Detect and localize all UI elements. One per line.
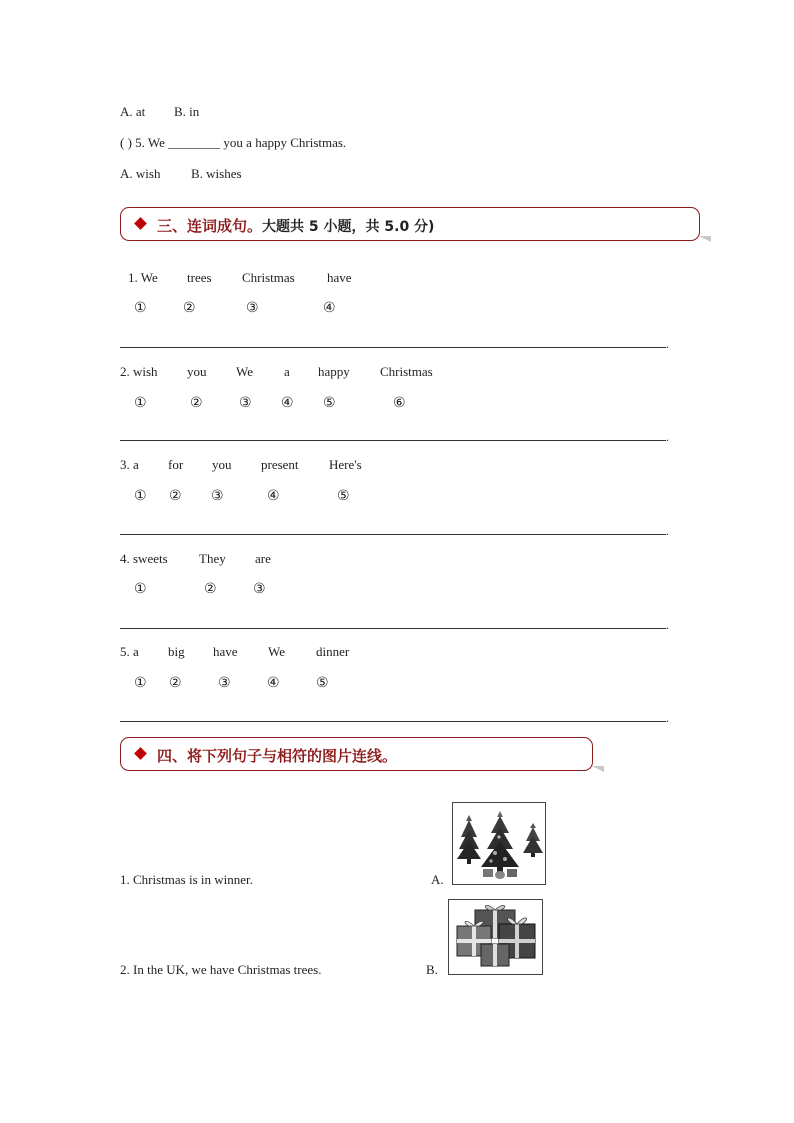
s3-word-3: you xyxy=(212,457,232,472)
s2-word-2: you xyxy=(187,364,207,379)
s1-word-2: trees xyxy=(187,270,212,285)
match-letter-b: B. xyxy=(426,962,438,977)
s1-word-4: have xyxy=(327,270,352,285)
answer-line-3[interactable] xyxy=(120,534,666,535)
s2-num-5: ⑤ xyxy=(323,395,336,411)
answer-line-1[interactable] xyxy=(120,347,666,348)
s5-word-2: big xyxy=(168,644,185,659)
s2-word-4: a xyxy=(284,364,290,379)
s2-num-3: ③ xyxy=(239,395,252,411)
answer-line-4[interactable] xyxy=(120,628,666,629)
s5-word-3: have xyxy=(213,644,238,659)
s2-num-6: ⑥ xyxy=(393,395,406,411)
s5-num-1: ① xyxy=(134,675,147,691)
s4-num-3: ③ xyxy=(253,581,266,597)
diamond-icon xyxy=(134,747,147,760)
line-end-3: . xyxy=(666,524,669,538)
s4-word-1: 4. sweets xyxy=(120,551,168,566)
s1-word-3: Christmas xyxy=(242,270,295,285)
section-4-banner xyxy=(120,737,593,771)
s2-num-1: ① xyxy=(134,395,147,411)
s3-num-1: ① xyxy=(134,488,147,504)
s5-word-4: We xyxy=(268,644,285,659)
section-4-title: 四、将下列句子与相符的图片连线。 xyxy=(157,747,398,765)
line-end-5: . xyxy=(666,711,669,725)
banner-tail xyxy=(699,236,711,242)
s5-word-1: 5. a xyxy=(120,644,139,659)
s3-word-2: for xyxy=(168,457,184,472)
s2-num-4: ④ xyxy=(281,395,294,411)
s3-num-5: ⑤ xyxy=(337,488,350,504)
presents-picture[interactable] xyxy=(448,899,543,975)
line-end-2: . xyxy=(666,430,669,444)
s3-word-4: present xyxy=(261,457,299,472)
s5-num-5: ⑤ xyxy=(316,675,329,691)
line-end-1: . xyxy=(666,337,669,351)
answer-line-5[interactable] xyxy=(120,721,666,722)
q4-option-a: A. at xyxy=(120,104,146,119)
section-3-title: 三、连词成句。大题共 5 小题，共 5.0 分) xyxy=(157,217,435,235)
section-3-banner xyxy=(120,207,700,241)
q5-option-a: A. wish xyxy=(120,166,161,181)
s2-num-2: ② xyxy=(190,395,203,411)
s5-num-2: ② xyxy=(169,675,182,691)
s3-word-1: 3. a xyxy=(120,457,139,472)
q5-option-b: B. wishes xyxy=(191,166,242,181)
christmas-trees-icon xyxy=(453,803,545,884)
q4-option-b: B. in xyxy=(174,104,200,119)
s3-num-3: ③ xyxy=(211,488,224,504)
s2-word-6: Christmas xyxy=(380,364,433,379)
s2-word-1: 2. wish xyxy=(120,364,158,379)
line-end-4: . xyxy=(666,618,669,632)
christmas-trees-picture[interactable] xyxy=(452,802,546,885)
s5-word-5: dinner xyxy=(316,644,350,659)
s1-num-3: ③ xyxy=(246,300,259,316)
s1-num-1: ① xyxy=(134,300,147,316)
s3-num-2: ② xyxy=(169,488,182,504)
s2-word-5: happy xyxy=(318,364,350,379)
s4-word-3: are xyxy=(255,551,271,566)
s5-num-4: ④ xyxy=(267,675,280,691)
diamond-icon xyxy=(134,217,147,230)
s4-num-2: ② xyxy=(204,581,217,597)
presents-icon xyxy=(449,900,542,974)
s4-word-2: They xyxy=(199,551,226,566)
s1-num-2: ② xyxy=(183,300,196,316)
s5-num-3: ③ xyxy=(218,675,231,691)
banner-tail xyxy=(592,766,604,772)
s3-word-5: Here's xyxy=(329,457,362,472)
match-letter-a: A. xyxy=(431,872,444,887)
s3-num-4: ④ xyxy=(267,488,280,504)
q5-question: ( ) 5. We ________ you a happy Christmas. xyxy=(120,135,347,150)
answer-line-2[interactable] xyxy=(120,440,666,441)
s4-num-1: ① xyxy=(134,581,147,597)
match-sentence-1: 1. Christmas is in winner. xyxy=(120,872,253,887)
s1-word-1: 1. We xyxy=(128,270,158,285)
s2-word-3: We xyxy=(236,364,253,379)
match-sentence-2: 2. In the UK, we have Christmas trees. xyxy=(120,962,322,977)
s1-num-4: ④ xyxy=(323,300,336,316)
